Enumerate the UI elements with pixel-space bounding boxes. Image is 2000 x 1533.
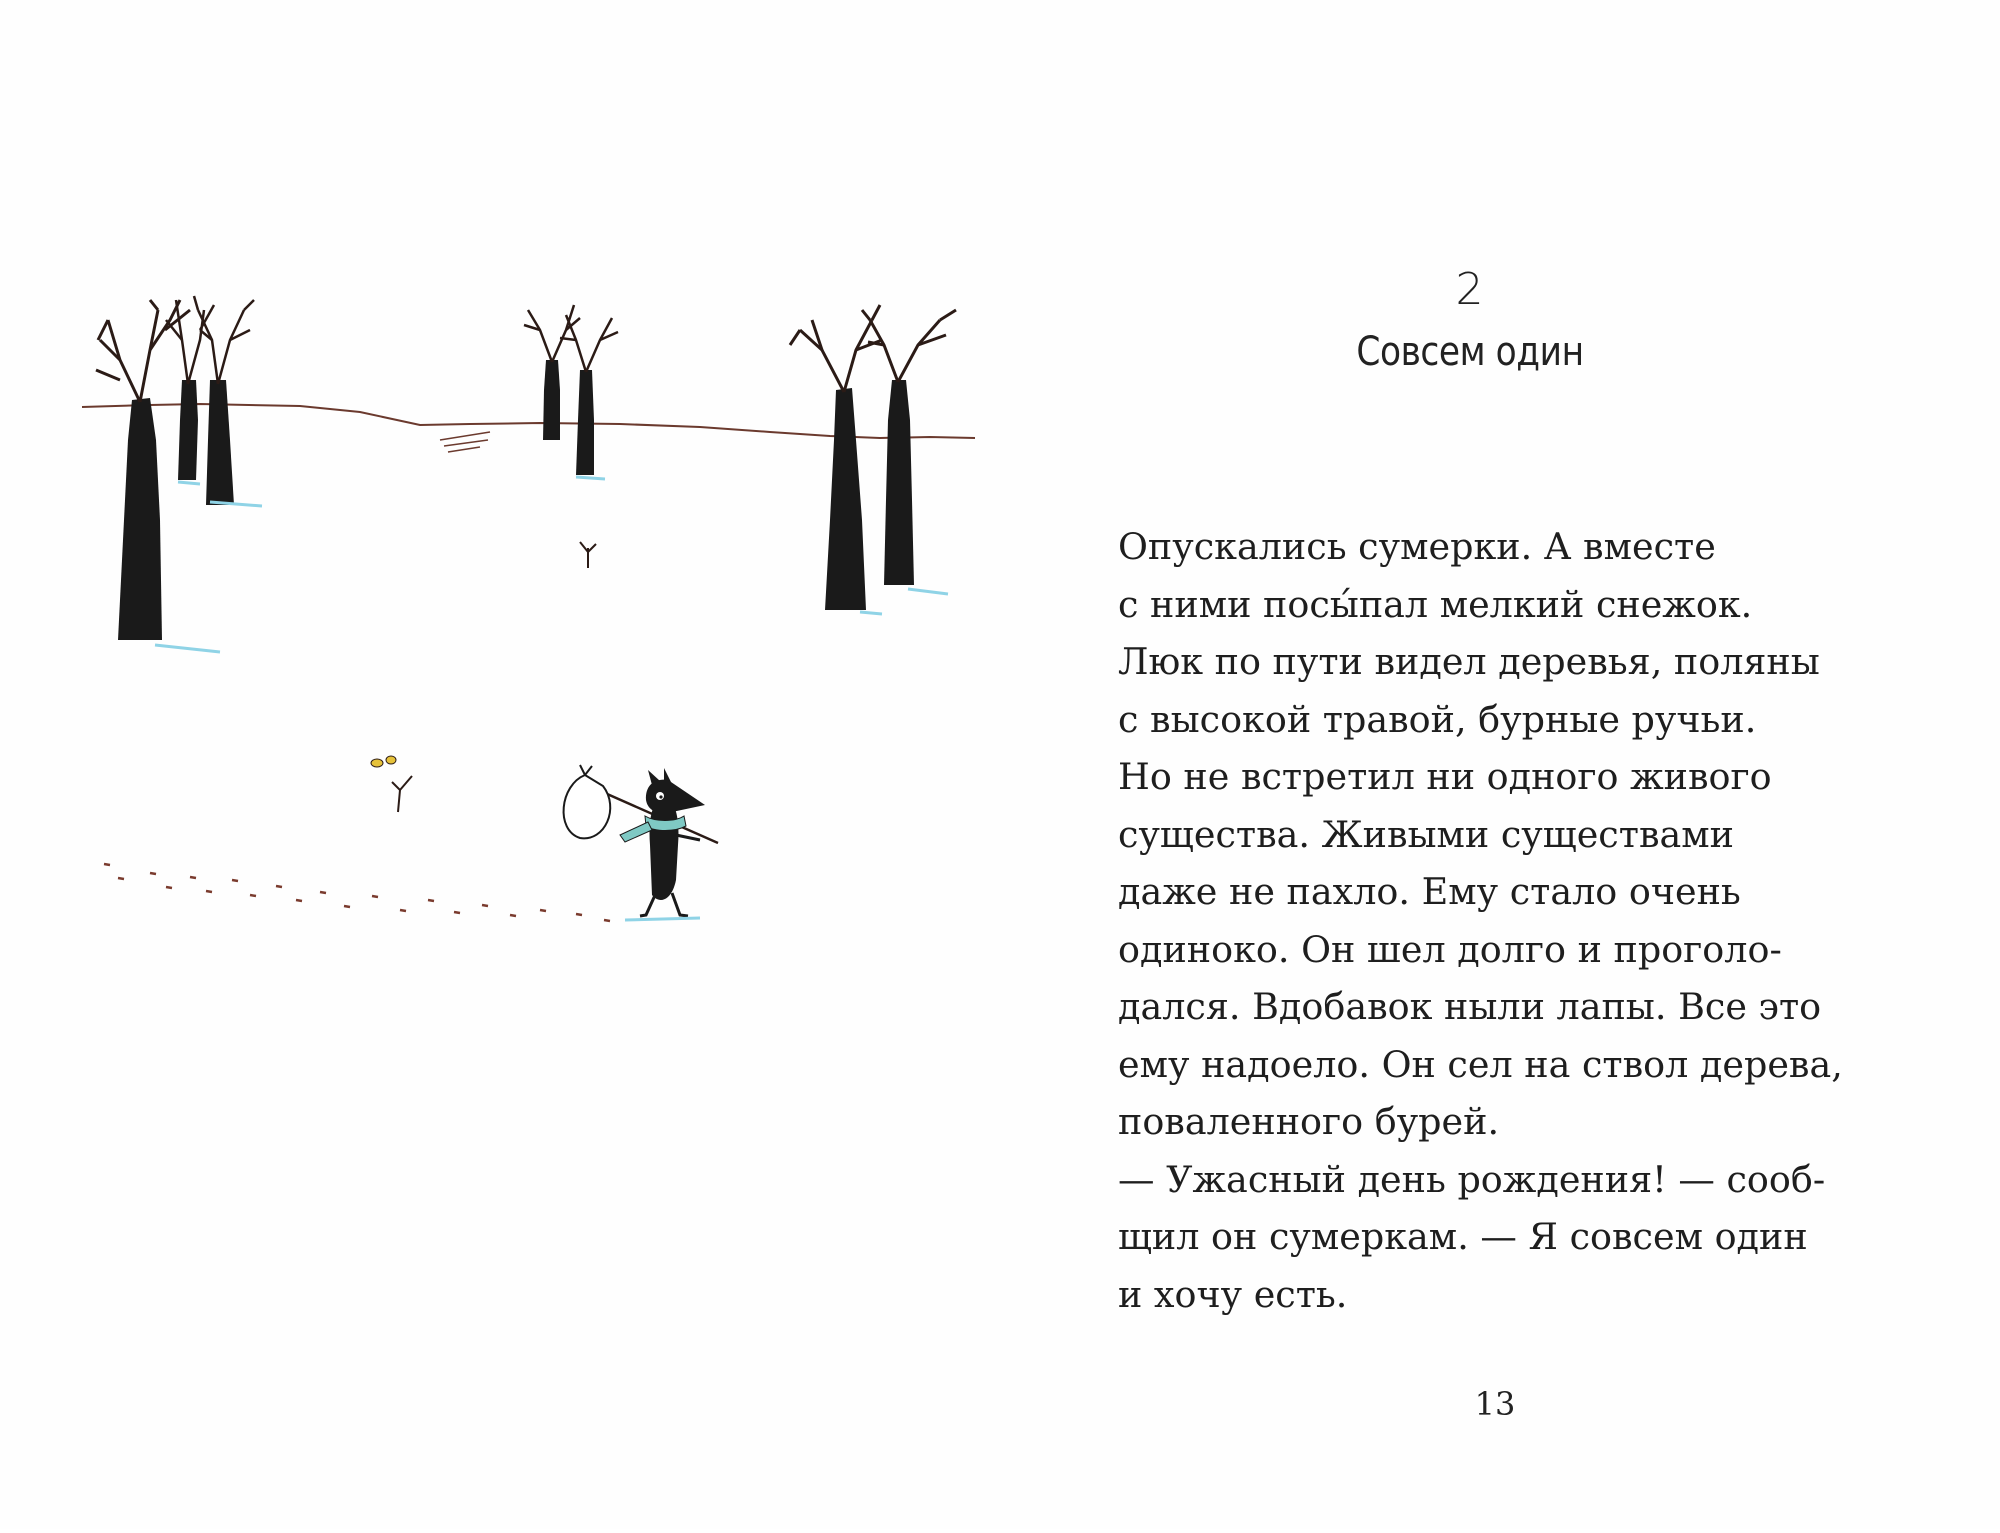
tree-left-front [96,300,190,640]
text-line: даже не пахло. Ему стало очень [1118,870,1741,913]
text-line: дался. Вдобавок ныли лапы. Все это [1118,985,1822,1028]
text-line: с высокой травой, бурные ручьи. [1118,697,1757,741]
tree-center-right [560,315,618,475]
tree-right-front [790,305,882,610]
text-line: — Ужасный день рождения! — сооб- [1118,1157,1826,1201]
chapter-title: Совсем один [1356,329,1584,375]
text-line: существа. Живыми существами [1118,812,1734,856]
text-line: и хочу есть. [1118,1272,1348,1316]
tree-right-back [862,310,956,585]
yellow-sprout [371,756,412,812]
footprints [104,864,610,921]
text-line: с ними посы́пал мелкий снежок. [1118,582,1753,626]
page-number: 13 [1474,1385,1516,1423]
text-line: ему надоело. Он сел на ствол дерева, [1118,1042,1843,1086]
text-line: Опускались сумерки. А вместе [1118,525,1716,568]
text-line: поваленного бурей. [1118,1100,1500,1143]
wind-strokes [440,432,490,452]
text-line: щил он сумеркам. — Я совсем один [1118,1215,1808,1258]
chapter-body-text [1118,518,1878,1323]
twig-sprout [580,542,596,568]
wolf-character [564,765,718,920]
text-line: Но не встретил ни одного живого [1118,755,1772,798]
text-line: Люк по пути видел деревья, поляны [1118,640,1820,683]
tree-left-back [194,296,254,505]
text-line: одиноко. Он шел долго и проголо- [1118,927,1782,971]
tree-center-left [524,305,580,440]
chapter-number: 2 [1455,264,1485,315]
